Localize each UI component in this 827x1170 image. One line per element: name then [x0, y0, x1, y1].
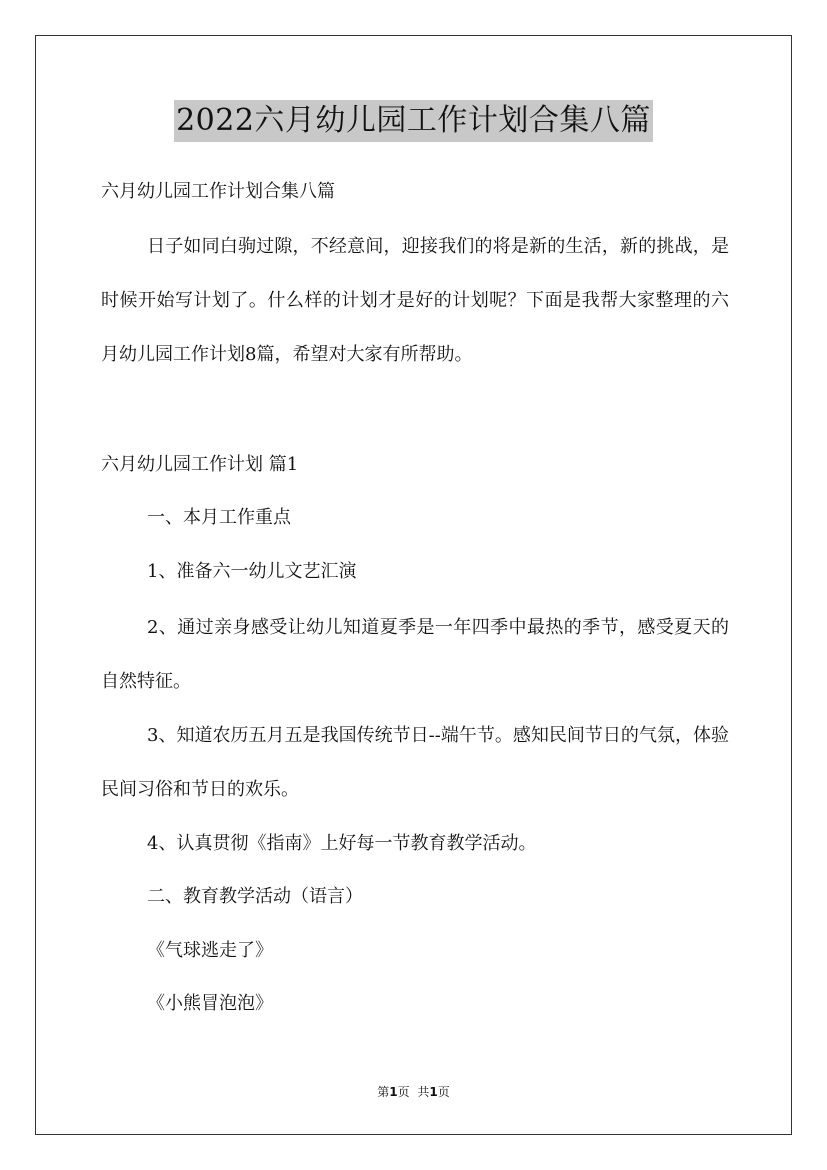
point-two-heading: 二、教育教学活动（语言）: [147, 886, 363, 907]
list-item: 3、知道农历五月五是我国传统节日--端午节。感知民间节日的气氛，体验民间习俗和节日的欢乐。: [101, 725, 729, 800]
page-number: 1: [389, 1085, 398, 1099]
list-item: 4、认真贯彻《指南》上好每一节教育教学活动。: [147, 833, 537, 854]
section-heading: 六月幼儿园工作计划 篇1: [101, 454, 299, 475]
intro-paragraph: 日子如同白驹过隙，不经意间，迎接我们的将是新的生活，新的挑战，是时候开始写计划了。什么样的计划才是好的计划呢？下面是我帮大家整理的六月幼儿园工作计划8篇，希望对大家有所帮助。: [101, 236, 729, 365]
document-title: [0, 100, 827, 142]
document-title-text: 2022六月幼儿园工作计划合集八篇: [174, 100, 653, 142]
list-item: 1、准备六一幼儿文艺汇演: [147, 561, 357, 582]
activity-item: 《小熊冒泡泡》: [147, 993, 273, 1014]
total-pages: 1: [429, 1085, 438, 1099]
list-item: 2、通过亲身感受让幼儿知道夏季是一年四季中最热的季节，感受夏天的自然特征。: [101, 617, 729, 692]
point-one-heading: 一、本月工作重点: [147, 507, 291, 528]
activity-item: 《气球逃走了》: [147, 940, 273, 961]
page-footer: 第1页 共1页: [377, 1085, 450, 1099]
document-subtitle: 六月幼儿园工作计划合集八篇: [101, 181, 335, 202]
